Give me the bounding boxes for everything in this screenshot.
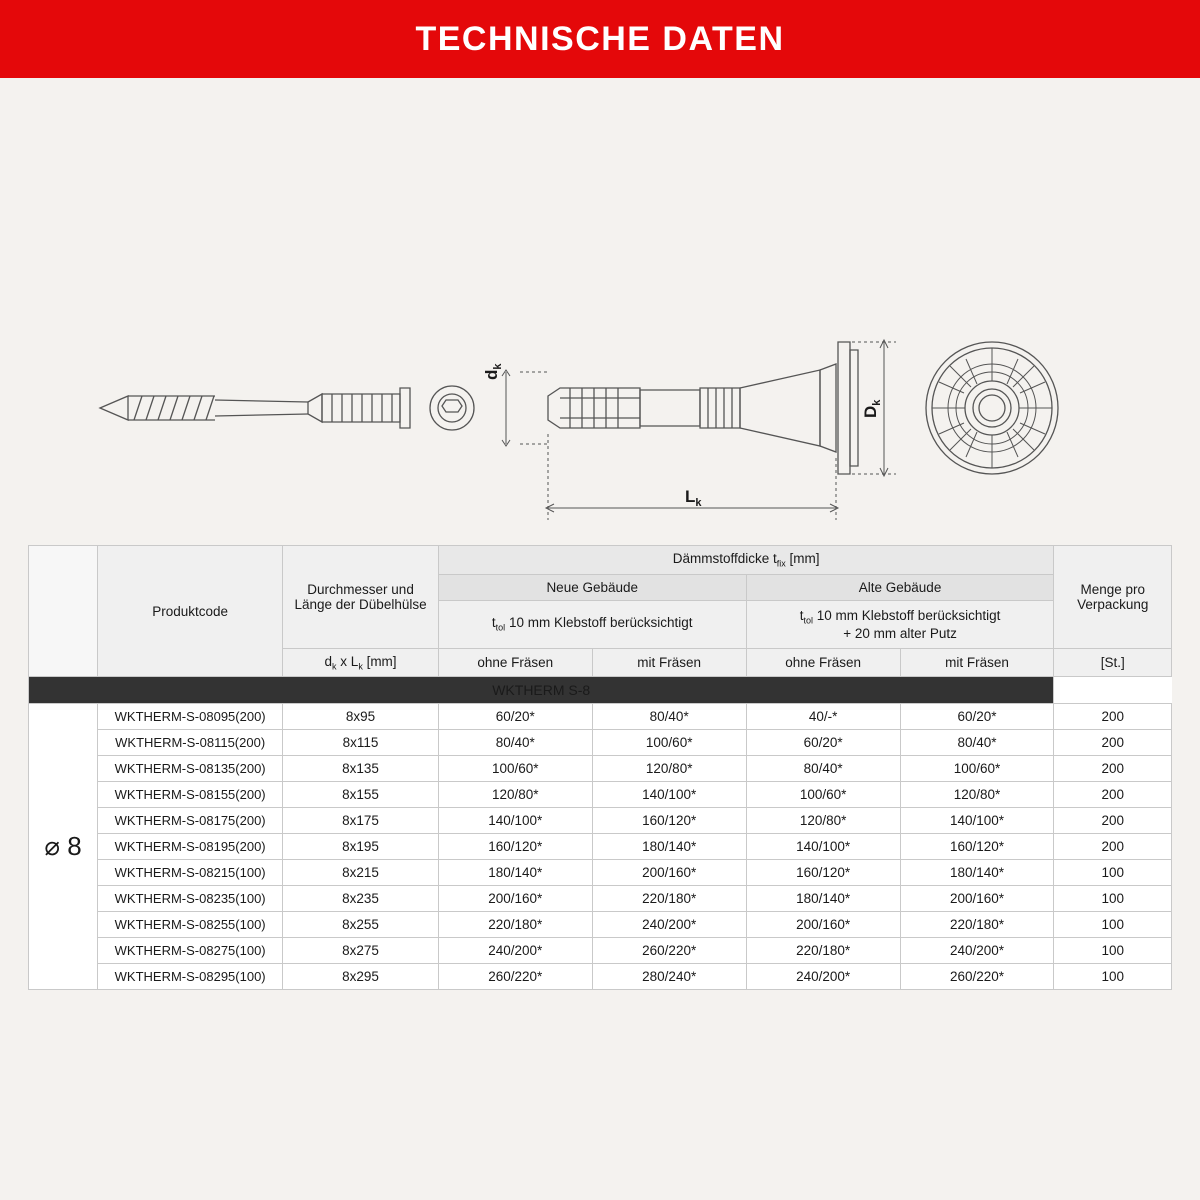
cell-neue-mit-fraesen: 220/180*: [592, 886, 746, 912]
cell-produktcode: WKTHERM-S-08295(100): [98, 964, 283, 990]
cell-menge: 200: [1054, 834, 1172, 860]
table-row: [29, 834, 1172, 860]
cell-neue-ohne-fraesen: 100/60*: [438, 756, 592, 782]
cell-menge: 100: [1054, 938, 1172, 964]
cell-menge: 200: [1054, 704, 1172, 730]
cell-durchmesser: 8x235: [283, 886, 439, 912]
header-daemmstoffdicke-sub: fix: [776, 558, 786, 569]
cell-neue-ohne-fraesen: 240/200*: [438, 938, 592, 964]
cell-alte-mit-fraesen: 140/100*: [900, 808, 1054, 834]
cell-alte-mit-fraesen: 60/20*: [900, 704, 1054, 730]
cell-produktcode: WKTHERM-S-08195(200): [98, 834, 283, 860]
header-mit-fraesen-neu: mit Fräsen: [592, 648, 746, 677]
table-row: [29, 808, 1172, 834]
cell-menge: 200: [1054, 782, 1172, 808]
header-dims-d: d: [324, 653, 333, 669]
cell-alte-ohne-fraesen: 220/180*: [746, 938, 900, 964]
cell-neue-ohne-fraesen: 260/220*: [438, 964, 592, 990]
cell-produktcode: WKTHERM-S-08135(200): [98, 756, 283, 782]
cell-produktcode: WKTHERM-S-08255(100): [98, 912, 283, 938]
table-row: [29, 782, 1172, 808]
cell-durchmesser: 8x295: [283, 964, 439, 990]
cell-neue-mit-fraesen: 200/160*: [592, 860, 746, 886]
cell-alte-mit-fraesen: 100/60*: [900, 756, 1054, 782]
cell-durchmesser: 8x135: [283, 756, 439, 782]
cell-neue-mit-fraesen: 80/40*: [592, 704, 746, 730]
table-row: [29, 756, 1172, 782]
header-alte-gebaeude: Alte Gebäude: [746, 574, 1054, 600]
table-row: [29, 860, 1172, 886]
screw-illustration: [100, 386, 474, 430]
cell-menge: 100: [1054, 912, 1172, 938]
table-header-row-1: [29, 546, 1172, 575]
diameter-label: ⌀ 8: [29, 704, 98, 990]
cell-menge: 200: [1054, 730, 1172, 756]
cell-alte-ohne-fraesen: 80/40*: [746, 756, 900, 782]
header-neue-note-text: 10 mm Klebstoff berücksichtigt: [508, 615, 693, 631]
table-row: [29, 938, 1172, 964]
label-dk: $d_k$: [482, 363, 504, 380]
cell-produktcode: WKTHERM-S-08215(100): [98, 860, 283, 886]
cell-durchmesser: 8x155: [283, 782, 439, 808]
page-title: TECHNISCHE DATEN: [415, 19, 785, 58]
table-body: [29, 677, 1172, 990]
cell-neue-ohne-fraesen: 80/40*: [438, 730, 592, 756]
cell-alte-mit-fraesen: 180/140*: [900, 860, 1054, 886]
cell-durchmesser: 8x255: [283, 912, 439, 938]
cell-alte-ohne-fraesen: 40/-*: [746, 704, 900, 730]
header-produktcode: Produktcode: [98, 546, 283, 677]
label-Lk: $L_k$: [685, 487, 702, 509]
cell-produktcode: WKTHERM-S-08175(200): [98, 808, 283, 834]
cell-produktcode: WKTHERM-S-08115(200): [98, 730, 283, 756]
header-neue-note-pre: t: [491, 615, 496, 631]
cell-alte-ohne-fraesen: 60/20*: [746, 730, 900, 756]
cell-alte-mit-fraesen: 200/160*: [900, 886, 1054, 912]
header-ohne-fraesen-neu: ohne Fräsen: [438, 648, 592, 677]
header-daemmstoffdicke-text: Dämmstoffdicke t: [672, 551, 777, 566]
cell-neue-mit-fraesen: 280/240*: [592, 964, 746, 990]
cell-neue-ohne-fraesen: 60/20*: [438, 704, 592, 730]
cell-durchmesser: 8x95: [283, 704, 439, 730]
header-alte-note: [746, 600, 1054, 648]
cell-neue-ohne-fraesen: 200/160*: [438, 886, 592, 912]
header-stueck-unit: [St.]: [1054, 648, 1172, 677]
cell-alte-mit-fraesen: 260/220*: [900, 964, 1054, 990]
cell-durchmesser: 8x175: [283, 808, 439, 834]
cell-neue-ohne-fraesen: 120/80*: [438, 782, 592, 808]
cell-durchmesser: 8x215: [283, 860, 439, 886]
cell-alte-ohne-fraesen: 200/160*: [746, 912, 900, 938]
section-header-row: [29, 677, 1172, 704]
header-alte-note-line1: 10 mm Klebstoff berücksichtigt: [816, 607, 1001, 623]
header-alte-note-pre: t: [799, 607, 804, 623]
cell-alte-mit-fraesen: 80/40*: [900, 730, 1054, 756]
header-blank-corner: [29, 546, 98, 677]
cell-neue-ohne-fraesen: 160/120*: [438, 834, 592, 860]
header-neue-note: [438, 600, 746, 648]
header-alte-note-sub: tol: [803, 615, 813, 626]
cell-alte-ohne-fraesen: 240/200*: [746, 964, 900, 990]
header-dims: [283, 648, 439, 677]
section-title: WKTHERM S-8: [29, 677, 1054, 704]
technical-data-table: [28, 545, 1172, 990]
cell-neue-mit-fraesen: 240/200*: [592, 912, 746, 938]
cell-neue-ohne-fraesen: 180/140*: [438, 860, 592, 886]
cell-neue-ohne-fraesen: 220/180*: [438, 912, 592, 938]
cell-menge: 200: [1054, 756, 1172, 782]
cell-neue-mit-fraesen: 180/140*: [592, 834, 746, 860]
cell-alte-ohne-fraesen: 160/120*: [746, 860, 900, 886]
dimension-lines: [502, 340, 896, 520]
cell-neue-mit-fraesen: 100/60*: [592, 730, 746, 756]
header-ohne-fraesen-alt: ohne Fräsen: [746, 648, 900, 677]
cell-alte-mit-fraesen: 160/120*: [900, 834, 1054, 860]
header-durchmesser: Durchmesser und Länge der Dübelhülse: [283, 546, 439, 649]
header-dims-unit: [mm]: [362, 653, 397, 669]
cell-neue-mit-fraesen: 120/80*: [592, 756, 746, 782]
label-Dk: $D_k$: [861, 399, 883, 418]
header-banner: [0, 0, 1200, 78]
cell-neue-mit-fraesen: 160/120*: [592, 808, 746, 834]
table-row: [29, 886, 1172, 912]
cell-menge: 100: [1054, 886, 1172, 912]
header-mit-fraesen-alt: mit Fräsen: [900, 648, 1054, 677]
cell-durchmesser: 8x275: [283, 938, 439, 964]
drawing-svg: [0, 78, 1200, 548]
cell-alte-ohne-fraesen: 100/60*: [746, 782, 900, 808]
anchor-face-view: [926, 342, 1058, 474]
table-row: [29, 964, 1172, 990]
cell-neue-ohne-fraesen: 140/100*: [438, 808, 592, 834]
cell-menge: 200: [1054, 808, 1172, 834]
cell-alte-ohne-fraesen: 140/100*: [746, 834, 900, 860]
header-alte-note-line2: + 20 mm alter Putz: [843, 625, 957, 641]
cell-durchmesser: 8x195: [283, 834, 439, 860]
technical-drawing: [0, 78, 1200, 548]
header-menge: Menge pro Verpackung: [1054, 546, 1172, 649]
cell-alte-mit-fraesen: 120/80*: [900, 782, 1054, 808]
anchor-illustration: [548, 342, 858, 474]
cell-alte-mit-fraesen: 240/200*: [900, 938, 1054, 964]
cell-durchmesser: 8x115: [283, 730, 439, 756]
cell-alte-mit-fraesen: 220/180*: [900, 912, 1054, 938]
cell-menge: 100: [1054, 860, 1172, 886]
cell-alte-ohne-fraesen: 120/80*: [746, 808, 900, 834]
table-row: [29, 912, 1172, 938]
cell-neue-mit-fraesen: 260/220*: [592, 938, 746, 964]
cell-produktcode: WKTHERM-S-08235(100): [98, 886, 283, 912]
cell-neue-mit-fraesen: 140/100*: [592, 782, 746, 808]
header-neue-gebaeude: Neue Gebäude: [438, 574, 746, 600]
cell-alte-ohne-fraesen: 180/140*: [746, 886, 900, 912]
cell-produktcode: WKTHERM-S-08155(200): [98, 782, 283, 808]
header-daemmstoffdicke: [438, 546, 1054, 575]
header-neue-note-sub: tol: [495, 623, 506, 634]
cell-menge: 100: [1054, 964, 1172, 990]
header-daemmstoffdicke-unit: [mm]: [789, 551, 820, 566]
cell-produktcode: WKTHERM-S-08275(100): [98, 938, 283, 964]
cell-produktcode: WKTHERM-S-08095(200): [98, 704, 283, 730]
table-row: [29, 730, 1172, 756]
header-dims-x: x L: [336, 653, 359, 669]
header-dims-d-sub: k: [332, 661, 337, 672]
header-dims-l-sub: k: [358, 661, 363, 672]
table-row: [29, 704, 1172, 730]
